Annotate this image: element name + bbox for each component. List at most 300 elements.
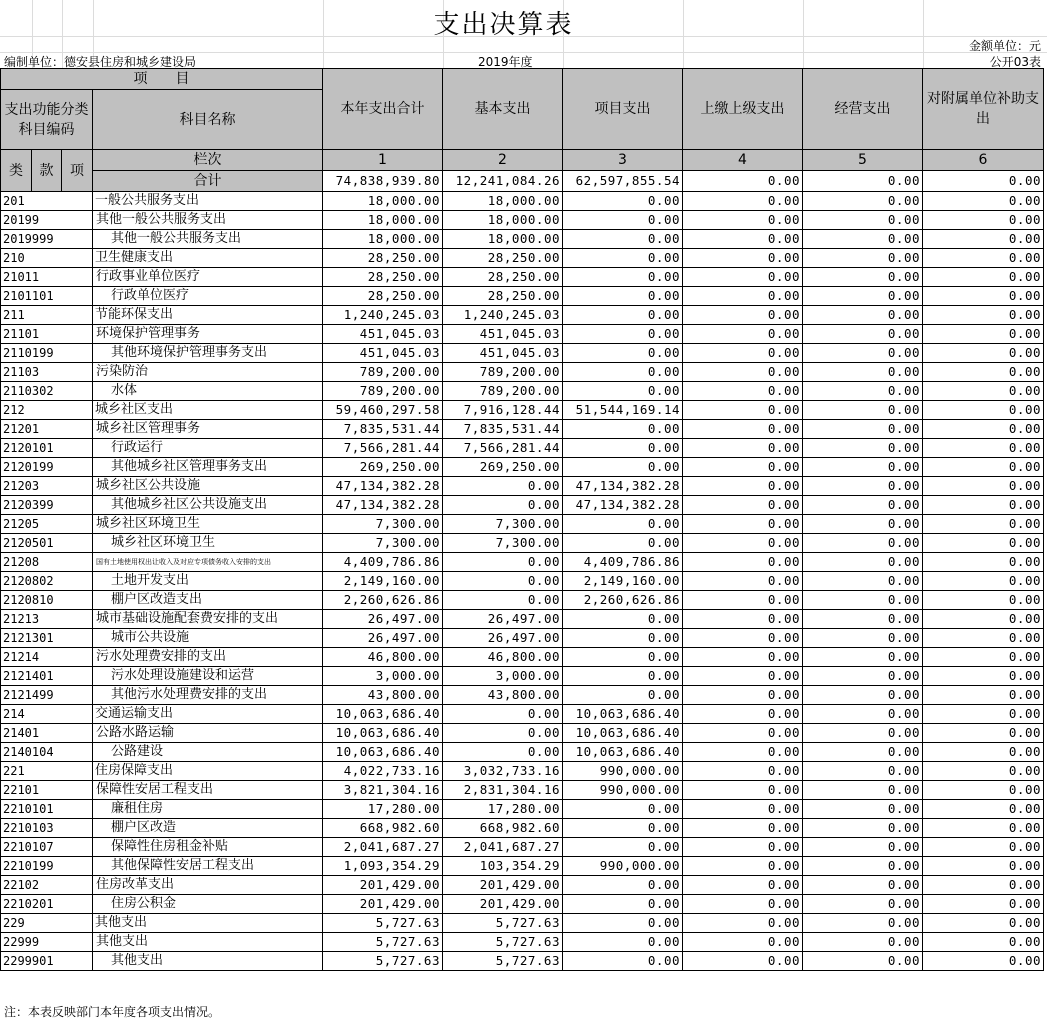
value-cell[interactable]: 0.00 <box>803 838 923 857</box>
header-item-group[interactable]: 项 目 <box>1 69 323 90</box>
value-cell[interactable]: 789,200.00 <box>323 363 443 382</box>
value-cell[interactable]: 0.00 <box>563 344 683 363</box>
code-cell[interactable]: 2299901 <box>1 952 93 971</box>
code-cell[interactable]: 211 <box>1 306 93 325</box>
value-cell[interactable]: 0.00 <box>563 268 683 287</box>
value-cell[interactable]: 4,022,733.16 <box>323 762 443 781</box>
code-cell[interactable]: 2210107 <box>1 838 93 857</box>
value-cell[interactable]: 0.00 <box>923 306 1044 325</box>
value-cell[interactable]: 0.00 <box>683 819 803 838</box>
value-cell[interactable]: 2,041,687.27 <box>323 838 443 857</box>
value-cell[interactable]: 7,566,281.44 <box>323 439 443 458</box>
code-cell[interactable]: 21208 <box>1 553 93 572</box>
value-cell[interactable]: 0.00 <box>923 800 1044 819</box>
value-cell[interactable]: 26,497.00 <box>443 629 563 648</box>
value-cell[interactable]: 201,429.00 <box>323 895 443 914</box>
value-cell[interactable]: 0.00 <box>923 781 1044 800</box>
value-cell[interactable]: 0.00 <box>923 382 1044 401</box>
value-cell[interactable]: 28,250.00 <box>443 249 563 268</box>
value-cell[interactable]: 2,149,160.00 <box>563 572 683 591</box>
code-cell[interactable]: 2120810 <box>1 591 93 610</box>
code-cell[interactable]: 2210103 <box>1 819 93 838</box>
value-cell[interactable]: 0.00 <box>803 933 923 952</box>
value-cell[interactable]: 5,727.63 <box>323 914 443 933</box>
code-cell[interactable]: 2210199 <box>1 857 93 876</box>
value-cell[interactable]: 0.00 <box>563 610 683 629</box>
value-cell[interactable]: 0.00 <box>683 933 803 952</box>
value-cell[interactable]: 0.00 <box>923 211 1044 230</box>
value-cell[interactable]: 0.00 <box>803 553 923 572</box>
value-cell[interactable]: 0.00 <box>683 553 803 572</box>
value-cell[interactable]: 0.00 <box>443 743 563 762</box>
header-lanci[interactable]: 栏次 <box>93 150 323 171</box>
name-cell[interactable]: 国有土地使用权出让收入及对应专项债务收入安排的支出 <box>93 553 323 572</box>
value-cell[interactable]: 0.00 <box>563 629 683 648</box>
value-cell[interactable]: 47,134,382.28 <box>563 496 683 515</box>
value-cell[interactable]: 5,727.63 <box>323 952 443 971</box>
code-cell[interactable]: 21205 <box>1 515 93 534</box>
value-cell[interactable]: 0.00 <box>563 800 683 819</box>
value-cell[interactable]: 46,800.00 <box>323 648 443 667</box>
code-cell[interactable]: 22102 <box>1 876 93 895</box>
header-n3[interactable]: 3 <box>563 150 683 171</box>
value-cell[interactable]: 0.00 <box>563 325 683 344</box>
name-cell[interactable]: 城乡社区环境卫生 <box>93 515 323 534</box>
value-cell[interactable]: 0.00 <box>683 914 803 933</box>
name-cell[interactable]: 其他污水处理费安排的支出 <box>93 686 323 705</box>
code-cell[interactable]: 2121301 <box>1 629 93 648</box>
value-cell[interactable]: 0.00 <box>443 553 563 572</box>
header-n5[interactable]: 5 <box>803 150 923 171</box>
value-cell[interactable]: 0.00 <box>803 876 923 895</box>
value-cell[interactable]: 0.00 <box>563 287 683 306</box>
total-cell[interactable]: 0.00 <box>923 171 1044 192</box>
value-cell[interactable]: 0.00 <box>443 724 563 743</box>
value-cell[interactable]: 0.00 <box>803 610 923 629</box>
name-cell[interactable]: 其他支出 <box>93 933 323 952</box>
total-cell[interactable]: 0.00 <box>803 171 923 192</box>
code-cell[interactable]: 21213 <box>1 610 93 629</box>
value-cell[interactable]: 0.00 <box>563 819 683 838</box>
value-cell[interactable]: 51,544,169.14 <box>563 401 683 420</box>
value-cell[interactable]: 0.00 <box>803 439 923 458</box>
value-cell[interactable]: 1,240,245.03 <box>443 306 563 325</box>
value-cell[interactable]: 0.00 <box>683 401 803 420</box>
value-cell[interactable]: 201,429.00 <box>443 876 563 895</box>
value-cell[interactable]: 47,134,382.28 <box>563 477 683 496</box>
value-cell[interactable]: 0.00 <box>683 515 803 534</box>
value-cell[interactable]: 0.00 <box>923 667 1044 686</box>
value-cell[interactable]: 0.00 <box>683 705 803 724</box>
value-cell[interactable]: 269,250.00 <box>443 458 563 477</box>
value-cell[interactable]: 0.00 <box>683 800 803 819</box>
code-cell[interactable]: 20199 <box>1 211 93 230</box>
code-cell[interactable]: 21103 <box>1 363 93 382</box>
code-cell[interactable]: 2140104 <box>1 743 93 762</box>
value-cell[interactable]: 0.00 <box>803 781 923 800</box>
value-cell[interactable]: 0.00 <box>923 610 1044 629</box>
value-cell[interactable]: 5,727.63 <box>323 933 443 952</box>
value-cell[interactable]: 0.00 <box>563 230 683 249</box>
total-cell[interactable]: 62,597,855.54 <box>563 171 683 192</box>
value-cell[interactable]: 668,982.60 <box>323 819 443 838</box>
name-cell[interactable]: 环境保护管理事务 <box>93 325 323 344</box>
value-cell[interactable]: 0.00 <box>803 629 923 648</box>
name-cell[interactable]: 交通运输支出 <box>93 705 323 724</box>
value-cell[interactable]: 0.00 <box>683 572 803 591</box>
value-cell[interactable]: 0.00 <box>803 572 923 591</box>
value-cell[interactable]: 0.00 <box>923 287 1044 306</box>
name-cell[interactable]: 城乡社区支出 <box>93 401 323 420</box>
header-n4[interactable]: 4 <box>683 150 803 171</box>
value-cell[interactable]: 0.00 <box>803 914 923 933</box>
value-cell[interactable]: 0.00 <box>923 230 1044 249</box>
value-cell[interactable]: 7,566,281.44 <box>443 439 563 458</box>
value-cell[interactable]: 0.00 <box>563 249 683 268</box>
value-cell[interactable]: 26,497.00 <box>443 610 563 629</box>
code-cell[interactable]: 2210201 <box>1 895 93 914</box>
value-cell[interactable]: 0.00 <box>683 249 803 268</box>
code-cell[interactable]: 212 <box>1 401 93 420</box>
value-cell[interactable]: 451,045.03 <box>323 325 443 344</box>
value-cell[interactable]: 0.00 <box>683 610 803 629</box>
code-cell[interactable]: 214 <box>1 705 93 724</box>
value-cell[interactable]: 668,982.60 <box>443 819 563 838</box>
code-cell[interactable]: 2120802 <box>1 572 93 591</box>
value-cell[interactable]: 0.00 <box>923 591 1044 610</box>
value-cell[interactable]: 7,835,531.44 <box>323 420 443 439</box>
header-n2[interactable]: 2 <box>443 150 563 171</box>
header-lei[interactable]: 类 <box>1 150 32 192</box>
name-cell[interactable]: 污染防治 <box>93 363 323 382</box>
value-cell[interactable]: 10,063,686.40 <box>323 743 443 762</box>
value-cell[interactable]: 0.00 <box>803 952 923 971</box>
value-cell[interactable]: 28,250.00 <box>323 249 443 268</box>
code-cell[interactable]: 2121499 <box>1 686 93 705</box>
name-cell[interactable]: 廉租住房 <box>93 800 323 819</box>
name-cell[interactable]: 住房保障支出 <box>93 762 323 781</box>
value-cell[interactable]: 0.00 <box>803 325 923 344</box>
value-cell[interactable]: 18,000.00 <box>323 230 443 249</box>
value-cell[interactable]: 2,041,687.27 <box>443 838 563 857</box>
value-cell[interactable]: 269,250.00 <box>323 458 443 477</box>
name-cell[interactable]: 棚户区改造支出 <box>93 591 323 610</box>
value-cell[interactable]: 0.00 <box>923 401 1044 420</box>
header-col6[interactable]: 对附属单位补助支出 <box>923 69 1044 150</box>
value-cell[interactable]: 0.00 <box>563 952 683 971</box>
header-name-col[interactable]: 科目名称 <box>93 90 323 150</box>
value-cell[interactable]: 18,000.00 <box>443 192 563 211</box>
value-cell[interactable]: 0.00 <box>803 401 923 420</box>
code-cell[interactable]: 2110199 <box>1 344 93 363</box>
value-cell[interactable]: 0.00 <box>803 477 923 496</box>
value-cell[interactable]: 0.00 <box>803 420 923 439</box>
value-cell[interactable]: 0.00 <box>683 268 803 287</box>
value-cell[interactable]: 0.00 <box>683 762 803 781</box>
value-cell[interactable]: 0.00 <box>803 344 923 363</box>
value-cell[interactable]: 0.00 <box>563 192 683 211</box>
value-cell[interactable]: 26,497.00 <box>323 629 443 648</box>
value-cell[interactable]: 0.00 <box>923 515 1044 534</box>
value-cell[interactable]: 0.00 <box>803 895 923 914</box>
value-cell[interactable]: 26,497.00 <box>323 610 443 629</box>
value-cell[interactable]: 0.00 <box>803 268 923 287</box>
header-col5[interactable]: 经营支出 <box>803 69 923 150</box>
value-cell[interactable]: 10,063,686.40 <box>563 743 683 762</box>
value-cell[interactable]: 990,000.00 <box>563 857 683 876</box>
code-cell[interactable]: 201 <box>1 192 93 211</box>
name-cell[interactable]: 行政事业单位医疗 <box>93 268 323 287</box>
value-cell[interactable]: 2,260,626.86 <box>563 591 683 610</box>
code-cell[interactable]: 2019999 <box>1 230 93 249</box>
code-cell[interactable]: 2120199 <box>1 458 93 477</box>
value-cell[interactable]: 47,134,382.28 <box>323 477 443 496</box>
header-code-group[interactable]: 支出功能分类科目编码 <box>1 90 93 150</box>
value-cell[interactable]: 10,063,686.40 <box>323 724 443 743</box>
value-cell[interactable]: 0.00 <box>923 686 1044 705</box>
value-cell[interactable]: 0.00 <box>563 211 683 230</box>
value-cell[interactable]: 0.00 <box>923 572 1044 591</box>
value-cell[interactable]: 0.00 <box>683 439 803 458</box>
value-cell[interactable]: 0.00 <box>563 914 683 933</box>
value-cell[interactable]: 0.00 <box>683 895 803 914</box>
value-cell[interactable]: 0.00 <box>443 705 563 724</box>
code-cell[interactable]: 2210101 <box>1 800 93 819</box>
value-cell[interactable]: 0.00 <box>563 458 683 477</box>
code-cell[interactable]: 221 <box>1 762 93 781</box>
value-cell[interactable]: 451,045.03 <box>323 344 443 363</box>
name-cell[interactable]: 住房改革支出 <box>93 876 323 895</box>
value-cell[interactable]: 0.00 <box>563 895 683 914</box>
code-cell[interactable]: 210 <box>1 249 93 268</box>
value-cell[interactable]: 0.00 <box>803 192 923 211</box>
value-cell[interactable]: 0.00 <box>923 705 1044 724</box>
value-cell[interactable]: 0.00 <box>803 686 923 705</box>
value-cell[interactable]: 0.00 <box>923 439 1044 458</box>
value-cell[interactable]: 3,032,733.16 <box>443 762 563 781</box>
name-cell[interactable]: 住房公积金 <box>93 895 323 914</box>
value-cell[interactable]: 0.00 <box>803 819 923 838</box>
header-col4[interactable]: 上缴上级支出 <box>683 69 803 150</box>
value-cell[interactable]: 18,000.00 <box>323 211 443 230</box>
value-cell[interactable]: 10,063,686.40 <box>563 724 683 743</box>
value-cell[interactable]: 0.00 <box>683 458 803 477</box>
value-cell[interactable]: 0.00 <box>923 629 1044 648</box>
value-cell[interactable]: 1,093,354.29 <box>323 857 443 876</box>
value-cell[interactable]: 0.00 <box>803 800 923 819</box>
value-cell[interactable]: 0.00 <box>923 857 1044 876</box>
value-cell[interactable]: 0.00 <box>803 857 923 876</box>
name-cell[interactable]: 行政运行 <box>93 439 323 458</box>
value-cell[interactable]: 0.00 <box>683 591 803 610</box>
value-cell[interactable]: 0.00 <box>923 325 1044 344</box>
value-cell[interactable]: 0.00 <box>803 667 923 686</box>
value-cell[interactable]: 789,200.00 <box>443 382 563 401</box>
name-cell[interactable]: 公路建设 <box>93 743 323 762</box>
value-cell[interactable]: 0.00 <box>563 933 683 952</box>
value-cell[interactable]: 451,045.03 <box>443 344 563 363</box>
name-cell[interactable]: 其他支出 <box>93 952 323 971</box>
header-kuan[interactable]: 款 <box>32 150 62 192</box>
value-cell[interactable]: 18,000.00 <box>443 230 563 249</box>
name-cell[interactable]: 城市公共设施 <box>93 629 323 648</box>
name-cell[interactable]: 城乡社区环境卫生 <box>93 534 323 553</box>
value-cell[interactable]: 0.00 <box>803 363 923 382</box>
header-xiang[interactable]: 项 <box>62 150 93 192</box>
value-cell[interactable]: 0.00 <box>563 667 683 686</box>
value-cell[interactable]: 0.00 <box>803 648 923 667</box>
value-cell[interactable]: 0.00 <box>563 306 683 325</box>
value-cell[interactable]: 2,260,626.86 <box>323 591 443 610</box>
header-n6[interactable]: 6 <box>923 150 1044 171</box>
value-cell[interactable]: 5,727.63 <box>443 914 563 933</box>
value-cell[interactable]: 0.00 <box>683 724 803 743</box>
value-cell[interactable]: 0.00 <box>923 420 1044 439</box>
name-cell[interactable]: 保障性安居工程支出 <box>93 781 323 800</box>
value-cell[interactable]: 0.00 <box>683 306 803 325</box>
value-cell[interactable]: 0.00 <box>923 363 1044 382</box>
value-cell[interactable]: 0.00 <box>923 724 1044 743</box>
value-cell[interactable]: 7,300.00 <box>323 534 443 553</box>
value-cell[interactable]: 7,300.00 <box>443 515 563 534</box>
value-cell[interactable]: 2,149,160.00 <box>323 572 443 591</box>
value-cell[interactable]: 0.00 <box>803 724 923 743</box>
value-cell[interactable]: 0.00 <box>683 325 803 344</box>
value-cell[interactable]: 0.00 <box>923 477 1044 496</box>
value-cell[interactable]: 28,250.00 <box>323 287 443 306</box>
value-cell[interactable]: 0.00 <box>563 420 683 439</box>
value-cell[interactable]: 0.00 <box>683 230 803 249</box>
name-cell[interactable]: 公路水路运输 <box>93 724 323 743</box>
value-cell[interactable]: 7,300.00 <box>323 515 443 534</box>
value-cell[interactable]: 0.00 <box>683 876 803 895</box>
name-cell[interactable]: 行政单位医疗 <box>93 287 323 306</box>
value-cell[interactable]: 7,835,531.44 <box>443 420 563 439</box>
name-cell[interactable]: 城市基础设施配套费安排的支出 <box>93 610 323 629</box>
value-cell[interactable]: 5,727.63 <box>443 952 563 971</box>
total-cell[interactable]: 74,838,939.80 <box>323 171 443 192</box>
value-cell[interactable]: 451,045.03 <box>443 325 563 344</box>
value-cell[interactable]: 0.00 <box>563 648 683 667</box>
value-cell[interactable]: 28,250.00 <box>323 268 443 287</box>
value-cell[interactable]: 3,000.00 <box>443 667 563 686</box>
value-cell[interactable]: 0.00 <box>563 686 683 705</box>
name-cell[interactable]: 其他支出 <box>93 914 323 933</box>
name-cell[interactable]: 其他环境保护管理事务支出 <box>93 344 323 363</box>
value-cell[interactable]: 0.00 <box>683 211 803 230</box>
code-cell[interactable]: 21201 <box>1 420 93 439</box>
value-cell[interactable]: 7,916,128.44 <box>443 401 563 420</box>
value-cell[interactable]: 0.00 <box>683 667 803 686</box>
name-cell[interactable]: 城乡社区管理事务 <box>93 420 323 439</box>
value-cell[interactable]: 28,250.00 <box>443 287 563 306</box>
name-cell[interactable]: 棚户区改造 <box>93 819 323 838</box>
value-cell[interactable]: 0.00 <box>923 914 1044 933</box>
value-cell[interactable]: 0.00 <box>803 211 923 230</box>
value-cell[interactable]: 0.00 <box>803 382 923 401</box>
name-cell[interactable]: 一般公共服务支出 <box>93 192 323 211</box>
value-cell[interactable]: 4,409,786.86 <box>323 553 443 572</box>
value-cell[interactable]: 201,429.00 <box>323 876 443 895</box>
code-cell[interactable]: 2110302 <box>1 382 93 401</box>
value-cell[interactable]: 103,354.29 <box>443 857 563 876</box>
code-cell[interactable]: 229 <box>1 914 93 933</box>
value-cell[interactable]: 0.00 <box>803 249 923 268</box>
value-cell[interactable]: 0.00 <box>683 686 803 705</box>
value-cell[interactable]: 43,800.00 <box>323 686 443 705</box>
value-cell[interactable]: 0.00 <box>683 477 803 496</box>
value-cell[interactable]: 0.00 <box>683 781 803 800</box>
value-cell[interactable]: 0.00 <box>923 268 1044 287</box>
code-cell[interactable]: 22101 <box>1 781 93 800</box>
value-cell[interactable]: 0.00 <box>923 344 1044 363</box>
total-cell[interactable]: 12,241,084.26 <box>443 171 563 192</box>
code-cell[interactable]: 21401 <box>1 724 93 743</box>
value-cell[interactable]: 201,429.00 <box>443 895 563 914</box>
value-cell[interactable]: 0.00 <box>563 382 683 401</box>
value-cell[interactable]: 0.00 <box>683 344 803 363</box>
value-cell[interactable]: 47,134,382.28 <box>323 496 443 515</box>
value-cell[interactable]: 2,831,304.16 <box>443 781 563 800</box>
name-cell[interactable]: 其他城乡社区管理事务支出 <box>93 458 323 477</box>
value-cell[interactable]: 0.00 <box>803 496 923 515</box>
value-cell[interactable]: 0.00 <box>683 629 803 648</box>
value-cell[interactable]: 0.00 <box>443 591 563 610</box>
value-cell[interactable]: 0.00 <box>563 439 683 458</box>
name-cell[interactable]: 其他一般公共服务支出 <box>93 211 323 230</box>
name-cell[interactable]: 节能环保支出 <box>93 306 323 325</box>
value-cell[interactable]: 0.00 <box>563 363 683 382</box>
value-cell[interactable]: 43,800.00 <box>443 686 563 705</box>
value-cell[interactable]: 0.00 <box>803 515 923 534</box>
value-cell[interactable]: 0.00 <box>923 249 1044 268</box>
value-cell[interactable]: 18,000.00 <box>323 192 443 211</box>
code-cell[interactable]: 21101 <box>1 325 93 344</box>
name-cell[interactable]: 水体 <box>93 382 323 401</box>
header-col3[interactable]: 项目支出 <box>563 69 683 150</box>
value-cell[interactable]: 0.00 <box>563 876 683 895</box>
value-cell[interactable]: 0.00 <box>563 838 683 857</box>
value-cell[interactable]: 1,240,245.03 <box>323 306 443 325</box>
value-cell[interactable]: 0.00 <box>923 192 1044 211</box>
value-cell[interactable]: 0.00 <box>683 192 803 211</box>
value-cell[interactable]: 0.00 <box>803 743 923 762</box>
value-cell[interactable]: 17,280.00 <box>443 800 563 819</box>
value-cell[interactable]: 0.00 <box>683 648 803 667</box>
value-cell[interactable]: 7,300.00 <box>443 534 563 553</box>
code-cell[interactable]: 2101101 <box>1 287 93 306</box>
code-cell[interactable]: 21214 <box>1 648 93 667</box>
name-cell[interactable]: 土地开发支出 <box>93 572 323 591</box>
value-cell[interactable]: 59,460,297.58 <box>323 401 443 420</box>
name-cell[interactable]: 其他保障性安居工程支出 <box>93 857 323 876</box>
value-cell[interactable]: 0.00 <box>683 287 803 306</box>
value-cell[interactable]: 789,200.00 <box>443 363 563 382</box>
value-cell[interactable]: 0.00 <box>803 306 923 325</box>
value-cell[interactable]: 4,409,786.86 <box>563 553 683 572</box>
value-cell[interactable]: 0.00 <box>563 534 683 553</box>
value-cell[interactable]: 5,727.63 <box>443 933 563 952</box>
value-cell[interactable]: 0.00 <box>563 515 683 534</box>
value-cell[interactable]: 789,200.00 <box>323 382 443 401</box>
header-n1[interactable]: 1 <box>323 150 443 171</box>
value-cell[interactable]: 0.00 <box>803 534 923 553</box>
value-cell[interactable]: 3,821,304.16 <box>323 781 443 800</box>
value-cell[interactable]: 990,000.00 <box>563 781 683 800</box>
value-cell[interactable]: 0.00 <box>683 496 803 515</box>
value-cell[interactable]: 0.00 <box>683 743 803 762</box>
value-cell[interactable]: 0.00 <box>803 458 923 477</box>
